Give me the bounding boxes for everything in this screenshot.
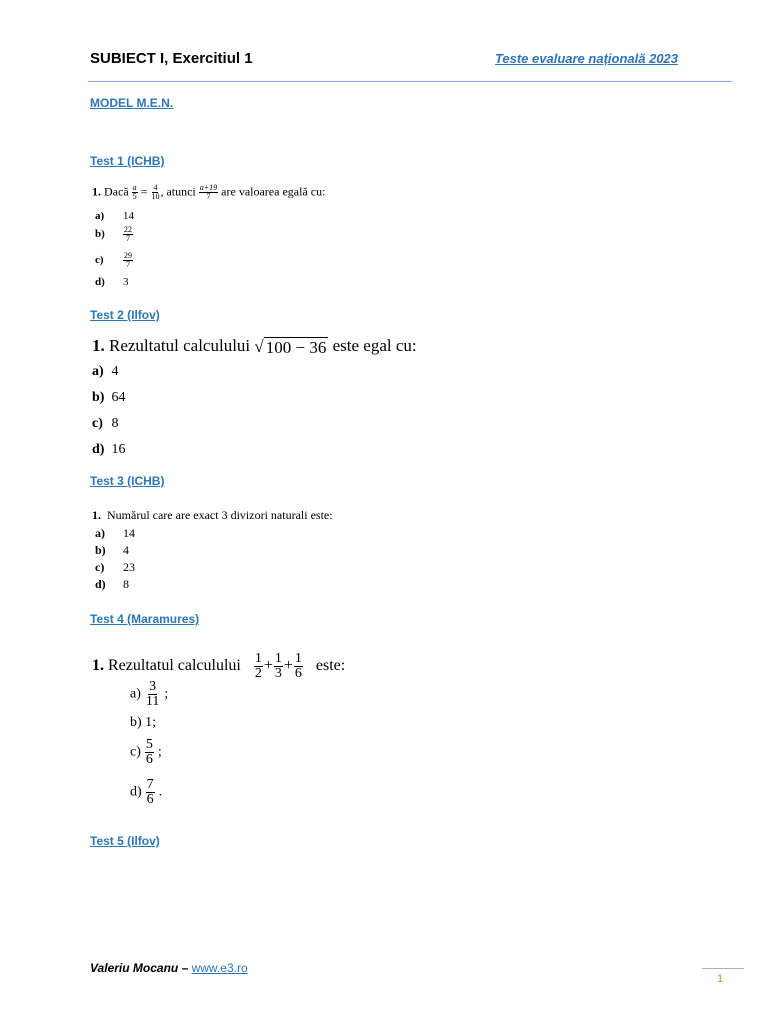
test-1-option-b: b) $\frac{22}{7}$ bbox=[95, 225, 132, 243]
test-3-option-c: c) 23 bbox=[95, 560, 135, 574]
test-1-option-d: d) 3 bbox=[95, 276, 129, 288]
test-1-option-c: c) $\frac{29}{7}$ bbox=[95, 251, 132, 269]
test-1-option-a: a) 14 bbox=[95, 210, 134, 222]
test-4-question: 1. Rezultatul calculului $\frac{1}{2}$ + $\frac{1}{3}$ + $\frac{1}{6}$ este: bbox=[92, 651, 346, 681]
test-3-question: 1. Numărul care are exact 3 divizori naturali este: bbox=[92, 508, 333, 522]
test-2-question: 1. Rezultatul calculului √ 100 − 36 este egal cu: bbox=[92, 336, 417, 357]
model-link[interactable]: MODEL M.E.N. bbox=[90, 96, 174, 110]
test-3-option-b: b) 4 bbox=[95, 543, 129, 557]
footer-site-link[interactable]: www.e3.ro bbox=[191, 961, 248, 975]
test-3-option-a: a) 14 bbox=[95, 526, 135, 540]
test-4-option-d: d) $\frac{7}{6}$ . bbox=[130, 777, 163, 807]
test-4-option-b: b) 1; bbox=[130, 715, 157, 730]
test-1-heading[interactable]: Test 1 (ICHB) bbox=[90, 154, 165, 168]
test-2-option-a: a) 4 bbox=[92, 364, 119, 379]
page-number: 1 bbox=[717, 973, 724, 985]
header-link[interactable]: Teste evaluare națională 2023 bbox=[494, 51, 678, 66]
header-divider bbox=[88, 81, 732, 82]
page-number-divider bbox=[702, 968, 744, 969]
page-header-title: SUBIECT I, Exercitiul 1 bbox=[90, 50, 253, 67]
test-2-heading[interactable]: Test 2 (Ilfov) bbox=[90, 308, 160, 322]
test-2-option-b: b) 64 bbox=[92, 390, 126, 405]
test-3-option-d: d) 8 bbox=[95, 577, 129, 591]
test-4-option-a: a) $\frac{3}{11}$ ; bbox=[130, 679, 169, 709]
test-3-heading[interactable]: Test 3 (ICHB) bbox=[90, 474, 165, 488]
test-5-heading[interactable]: Test 5 (Ilfov) bbox=[90, 834, 160, 848]
test-4-heading[interactable]: Test 4 (Maramures) bbox=[90, 612, 200, 626]
test-4-option-c: c) $\frac{5}{6}$ ; bbox=[130, 737, 162, 767]
test-1-question: 1. Dacă $\frac{a}{5}$ = $\frac{4}{10}$ , atunci $\frac{a+19}{7}$ are valoarea egală cu: bbox=[92, 183, 326, 201]
test-2-option-d: d) 16 bbox=[92, 442, 126, 457]
test-2-option-c: c) 8 bbox=[92, 416, 119, 431]
footer-author: Valeriu Mocanu – www.e3.ro bbox=[90, 961, 248, 975]
